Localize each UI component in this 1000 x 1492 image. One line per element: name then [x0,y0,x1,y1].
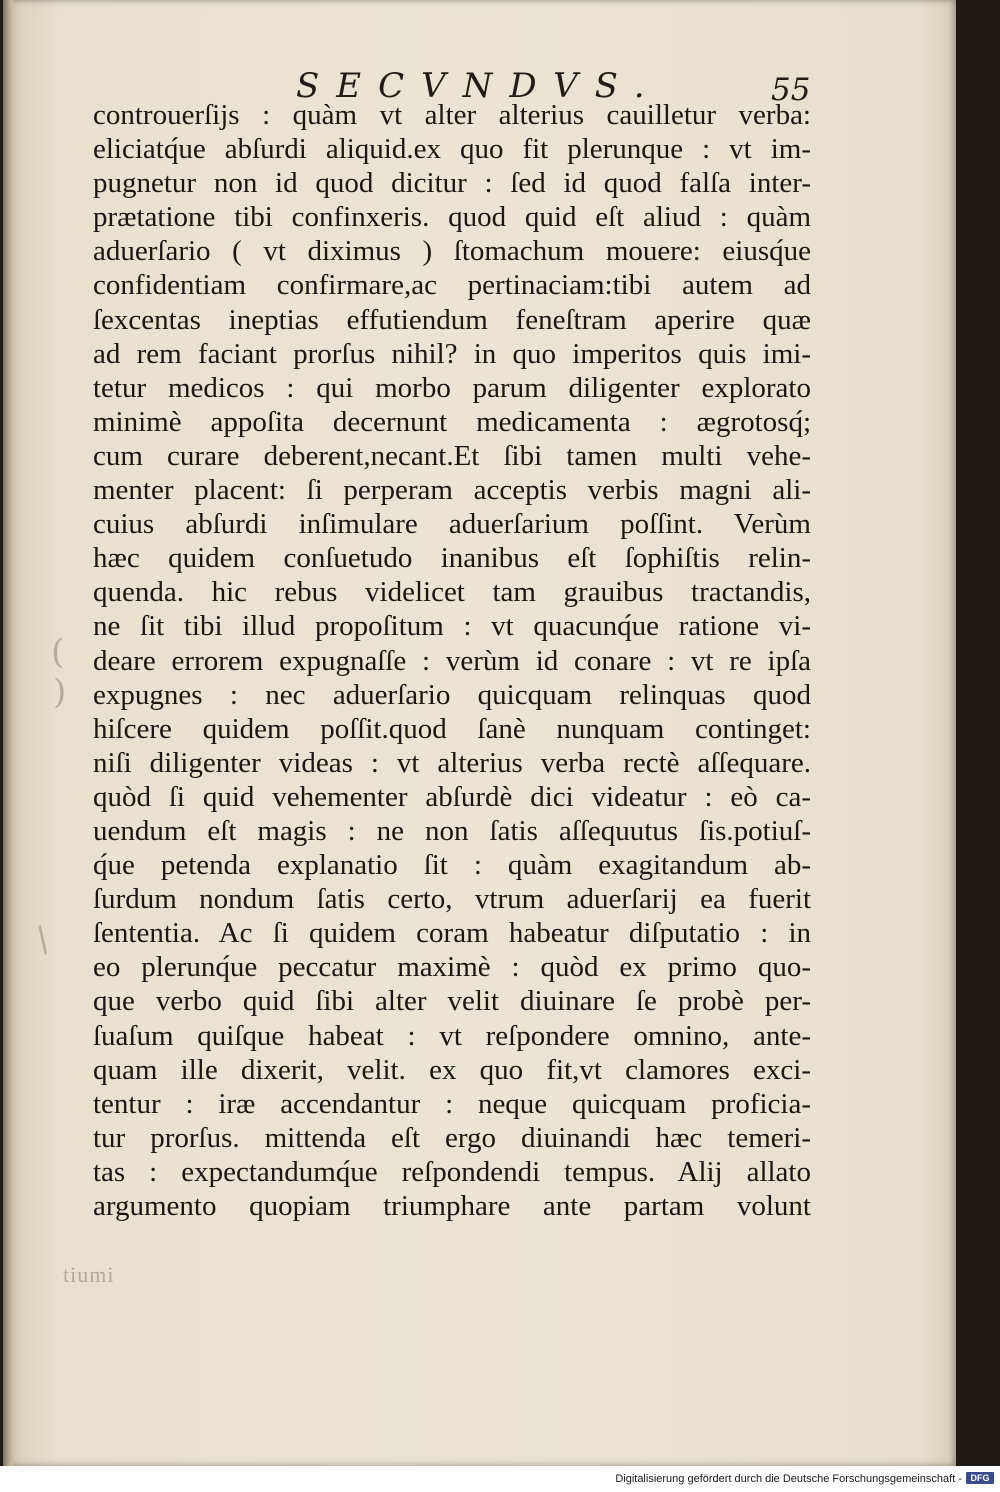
funding-notice: Digitalisierung gefördert durch die Deutsche Forschungsgemeinschaft - [615,1473,962,1485]
body-text [93,98,811,1223]
text-line: ſententia. Ac ſi quidem coram habeatur diſputatio : in [93,917,811,950]
text-line: controuerſijs : quàm vt alter alterius cauilletur verba: [93,99,811,131]
text-line: tetur medicos : qui morbo parum diligenter explorato [93,371,811,404]
text-line: ſexcentas ineptias effutiendum feneſtram aperire quæ [93,303,811,336]
text-line: ne ſit tibi illud propoſitum : vt quacunq́ue ratione vi- [93,610,811,643]
text-line: minimè appoſita decernunt medicamenta : ægrotosq́; [93,405,811,438]
text-line: eliciatq́ue abſurdi aliquid.ex quo fit plerunque : vt im- [93,133,811,166]
text-line: quòd ſi quid vehementer abſurdè dici videatur : eò ca- [93,780,811,813]
text-line: confidentiam confirmare,ac pertinaciam:tibi autem ad [93,269,811,302]
text-line: niſi diligenter videas : vt alterius verba rectè aſſequare. [93,746,811,779]
text-line: cum curare deberent,necant.Et ſibi tamen multi vehe- [93,439,811,472]
text-line: ſurdum nondum ſatis certo, vtrum aduerſarij ea fuerit [93,883,811,916]
text-line: uendum eſt magis : ne non ſatis aſſequutus ſis.potiuſ- [93,814,811,847]
dfg-logo: DFG [966,1472,994,1484]
text-line: cuius abſurdi inſimulare aduerſarium poſſint. Verùm [93,508,811,541]
margin-bracket-mark: ( [51,632,65,672]
text-line: hiſcere quidem poſſit.quod ſanè nunquam continget: [93,712,811,745]
text-line: ad rem faciant prorſus nihil? in quo imperitos quis imi- [93,337,811,370]
page-number: 55 [771,72,811,108]
funding-footer [0,1466,1000,1492]
text-line: q́ue petenda explanatio ſit : quàm exagitandum ab- [93,849,811,882]
text-line: expugnes : nec aduerſario quicquam relinquas quod [93,678,811,711]
text-line: que verbo quid ſibi alter velit diuinare ſe probè per- [93,985,811,1018]
margin-bracket-mark: ) [53,672,67,712]
text-line: aduerſario ( vt diximus ) ſtomachum mouere: eiusq́ue [93,235,811,268]
text-line: ſuaſum quiſque habeat : vt reſpondere omnino, ante- [93,1019,811,1052]
text-line: pugnetur non id quod dicitur : ſed id quod falſa inter- [93,167,811,200]
page-gutter [3,0,13,1466]
text-line: quenda. hic rebus videlicet tam grauibus tractandis, [93,576,811,609]
text-line: quam ille dixerit, velit. ex quo fit,vt clamores exci- [93,1053,811,1086]
text-line: tas : expectandumq́ue reſpondendi tempus. Alij allato [93,1155,811,1188]
text-line: argumento quopiam triumphare ante partam volunt [93,1190,811,1222]
text-line: hæc quidem conſuetudo inanibus eſt ſophiſtis relin- [93,542,811,575]
margin-stroke-mark: / [27,919,58,961]
book-page [3,0,956,1466]
text-line: menter placent: ſi perperam acceptis verbis magni ali- [93,474,811,507]
text-line: prætatione tibi confinxeris. quod quid eſt aliud : quàm [93,201,811,234]
text-line: deare errorem expugnaſſe : verùm id conare : vt re ipſa [93,644,811,677]
text-line: eo plerunq́ue peccatur maximè : quòd ex primo quo- [93,951,811,984]
text-line: tur prorſus. mittenda eſt ergo diuinandi hæc temeri- [93,1121,811,1154]
bleed-through-catchword: tiumi [63,1262,115,1287]
text-line: tentur : iræ accendantur : neque quicquam proficia- [93,1087,811,1120]
running-head: SECVNDVS. [296,66,662,106]
